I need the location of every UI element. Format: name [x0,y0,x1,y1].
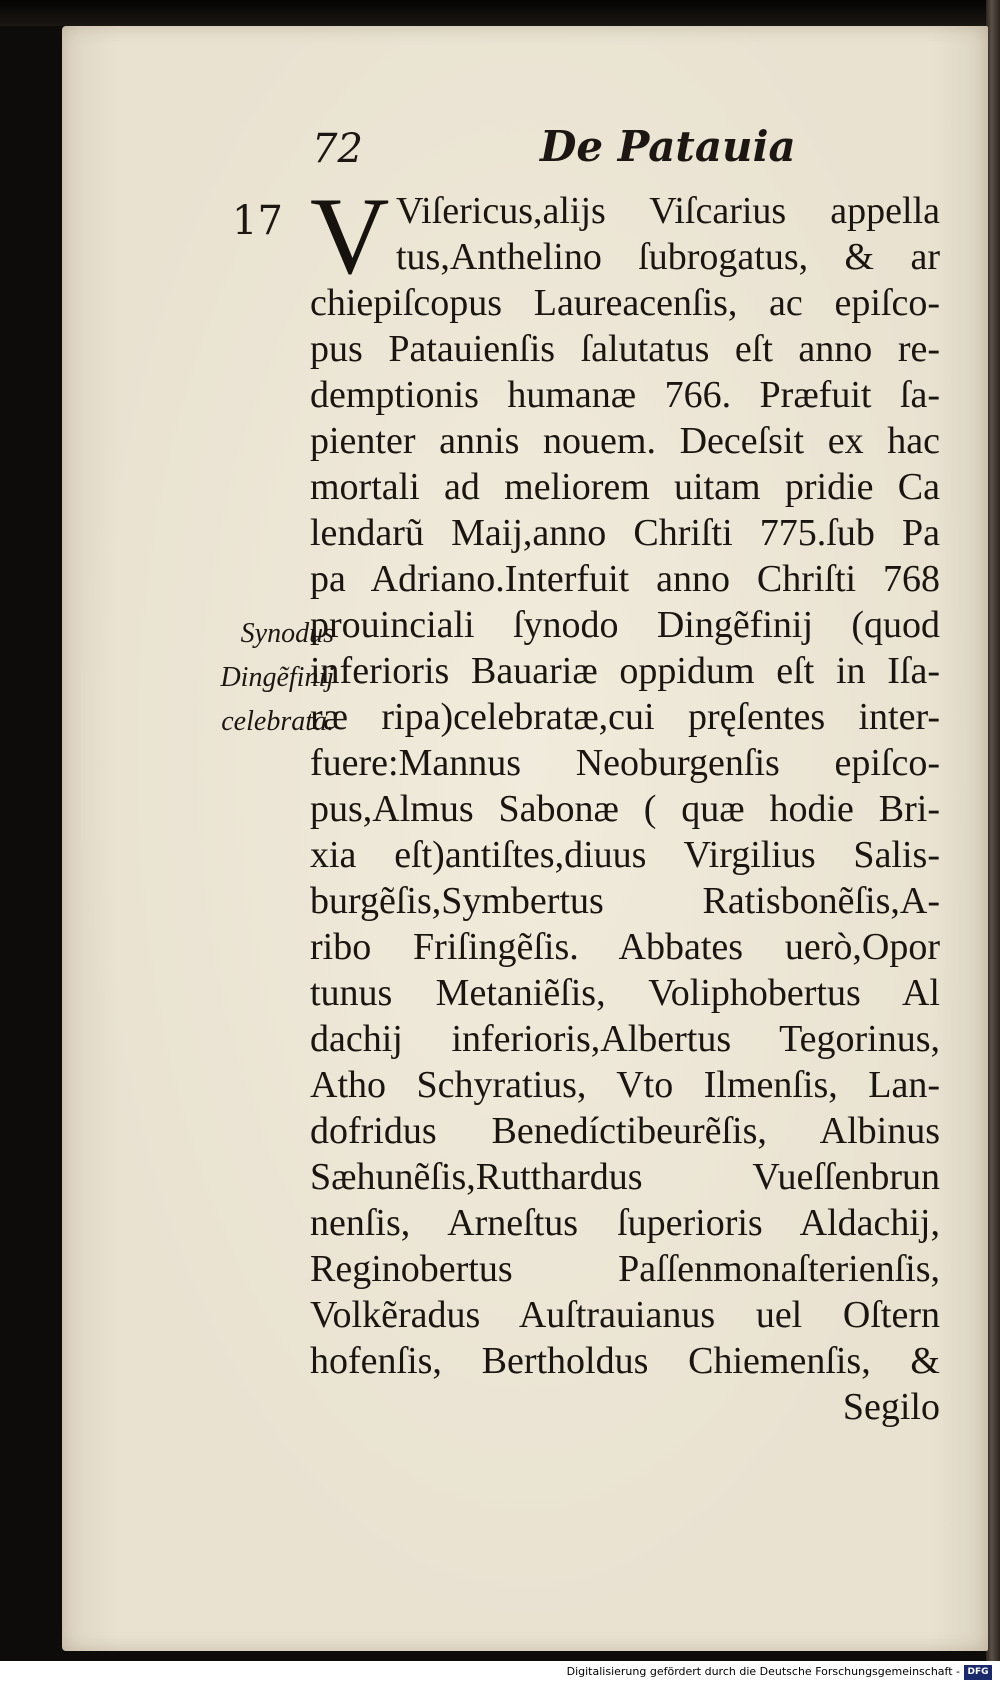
text-line: mortali ad meliorem uitam pridie Ca [310,466,940,508]
text-line: dofridus Benedíctibeurẽſis, Albinus [310,1110,940,1152]
text-line: pienter annis nouem. Deceſsit ex hac [310,420,940,462]
scan-border-right [986,0,1000,1685]
text-line: ribo Friſingẽſis. Abbates uerò,Opor [310,926,940,968]
catchword: Segilo [842,1386,940,1428]
text-line: lendarũ Maij,anno Chriſti 775.ſub Pa [310,512,940,554]
text-line: chiepiſcopus Laureacenſis, ac epiſco- [310,282,940,324]
page-number: 72 [312,126,363,172]
chapter-number: 17 [232,198,283,244]
text-line: burgẽſis,Symbertus Ratisbonẽſis,A- [310,880,940,922]
text-line: fuere:Mannus Neoburgenſis epiſco- [310,742,940,784]
text-line: Sæhunẽſis,Rutthardus Vueſſenbrun [310,1156,940,1198]
text-line: ræ ripa)celebratæ,cui pręſentes inter- [310,696,940,738]
marginal-note [164,612,334,744]
scan-border-top [0,0,1000,26]
text-line: xia eſt)antiſtes,diuus Virgilius Salis- [310,834,940,876]
text-line: Volkẽradus Auſtrauianus uel Oſtern [310,1294,940,1336]
text-line: pus,Almus Sabonæ ( quæ hodie Bri- [310,788,940,830]
running-head [62,122,988,178]
text-line: dachij inferioris,Albertus Tegorinus, [310,1018,940,1060]
text-line: hofenſis, Bertholdus Chiemenſis, & [310,1340,940,1382]
dfg-logo: DFG [964,1665,992,1680]
drop-cap: V [310,175,390,297]
text-line: tus,Anthelino ſubrogatus, & ar [396,236,940,278]
text-line: Atho Schyratius, Vto Ilmenſis, Lan- [310,1064,940,1106]
text-line: nenſis, Arneſtus ſuperioris Aldachij, [310,1202,940,1244]
footer-credit: Digitalisierung gefördert durch die Deutsche Forschungsgemeinschaft - [566,1665,960,1678]
text-line: Viſericus,alijs Viſcarius appella [396,190,940,232]
text-line: demptionis humanæ 766. Præfuit ſa- [310,374,940,416]
text-line: prouinciali ſynodo Dingẽfinij (quod [310,604,940,646]
text-line: tunus Metaniẽſis, Voliphobertus Al [310,972,940,1014]
marginal-note-line: Dingẽfinij [220,662,334,693]
book-page [62,26,988,1651]
marginal-note-line: celebrata. [221,706,334,737]
text-line: inferioris Bauariæ oppidum eſt in Iſa- [310,650,940,692]
text-line: Reginobertus Paſſenmonaſterienſis, [310,1248,940,1290]
running-head-title: De Patauia [540,122,796,171]
digitization-footer [0,1661,1000,1685]
text-line: pus Patauienſis ſalutatus eſt anno re- [310,328,940,370]
marginal-note-line: Synodus [240,618,334,649]
text-line: pa Adriano.Interfuit anno Chriſti 768 [310,558,940,600]
